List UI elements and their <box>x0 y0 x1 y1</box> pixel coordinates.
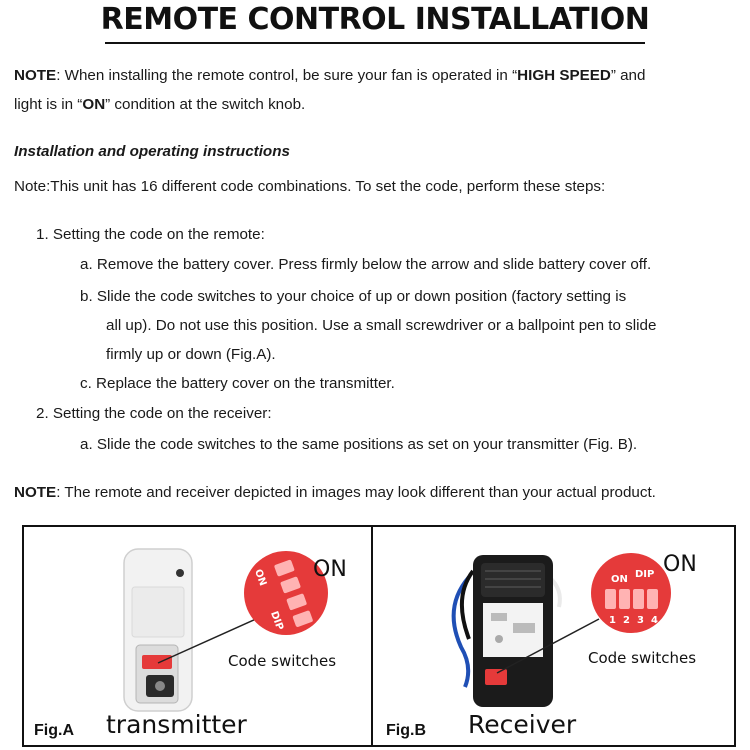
on-label-b: ON <box>663 552 697 577</box>
note-text-1: : When installing the remote control, be sure your fan is operated in “ <box>56 67 518 84</box>
dip-number-4: 4 <box>651 615 658 626</box>
on-label-a: ON <box>313 557 347 582</box>
note-line-2 <box>14 96 305 114</box>
step-2: 2. Setting the code on the receiver: <box>36 405 272 422</box>
figure-panel <box>22 525 736 747</box>
fig-b-caption: Receiver <box>468 710 577 739</box>
dip-text-a: DIP <box>268 609 286 632</box>
code-switches-label-a: Code switches <box>228 652 337 670</box>
dip-switch-closeup-b <box>591 553 671 633</box>
step-1b-line-1: b. Slide the code switches to your choice of up or down position (factory setting is <box>80 288 627 305</box>
note-2-text: : The remote and receiver depicted in images may look different than your actual product. <box>56 484 656 501</box>
dip-number-2: 2 <box>623 615 630 626</box>
note-2 <box>14 484 656 502</box>
note-emphasis-high-speed: HIGH SPEED <box>517 67 611 84</box>
note-text-4: ” condition at the switch knob. <box>105 96 306 113</box>
dip-on-text-a: ON <box>252 567 269 588</box>
code-switches-label-b: Code switches <box>588 649 697 667</box>
step-1: 1. Setting the code on the remote: <box>36 226 265 243</box>
fig-a-label: Fig.A <box>34 722 74 739</box>
note-text-3: light is in “ <box>14 96 83 113</box>
section-heading: Installation and operating instructions <box>14 143 290 160</box>
dip-number-1: 1 <box>609 615 616 626</box>
intro-text: Note:This unit has 16 different code combinations. To set the code, perform these steps: <box>14 178 606 195</box>
step-1a: a. Remove the battery cover. Press firmly below the arrow and slide battery cover off. <box>80 256 652 273</box>
note-text-2: ” and <box>610 67 646 84</box>
dip-text-b: DIP <box>635 569 655 580</box>
title-underline <box>105 42 645 44</box>
step-1b-line-2: all up). Do not use this position. Use a small screwdriver or a ballpoint pen to slide <box>106 317 657 334</box>
fig-a-caption: transmitter <box>106 710 247 739</box>
note-emphasis-on: ON <box>82 96 106 113</box>
dip-on-text-b: ON <box>611 574 628 585</box>
note-line-1 <box>14 67 645 85</box>
step-2a: a. Slide the code switches to the same positions as set on your transmitter (Fig. B). <box>80 436 638 453</box>
step-1c: c. Replace the battery cover on the transmitter. <box>80 375 395 392</box>
fig-b-label: Fig.B <box>386 722 426 739</box>
page-title: REMOTE CONTROL INSTALLATION <box>100 2 650 37</box>
note-2-label: NOTE <box>14 484 57 501</box>
step-1b-line-3: firmly up or down (Fig.A). <box>106 346 276 363</box>
note-label: NOTE <box>14 67 57 84</box>
dip-number-3: 3 <box>637 615 644 626</box>
